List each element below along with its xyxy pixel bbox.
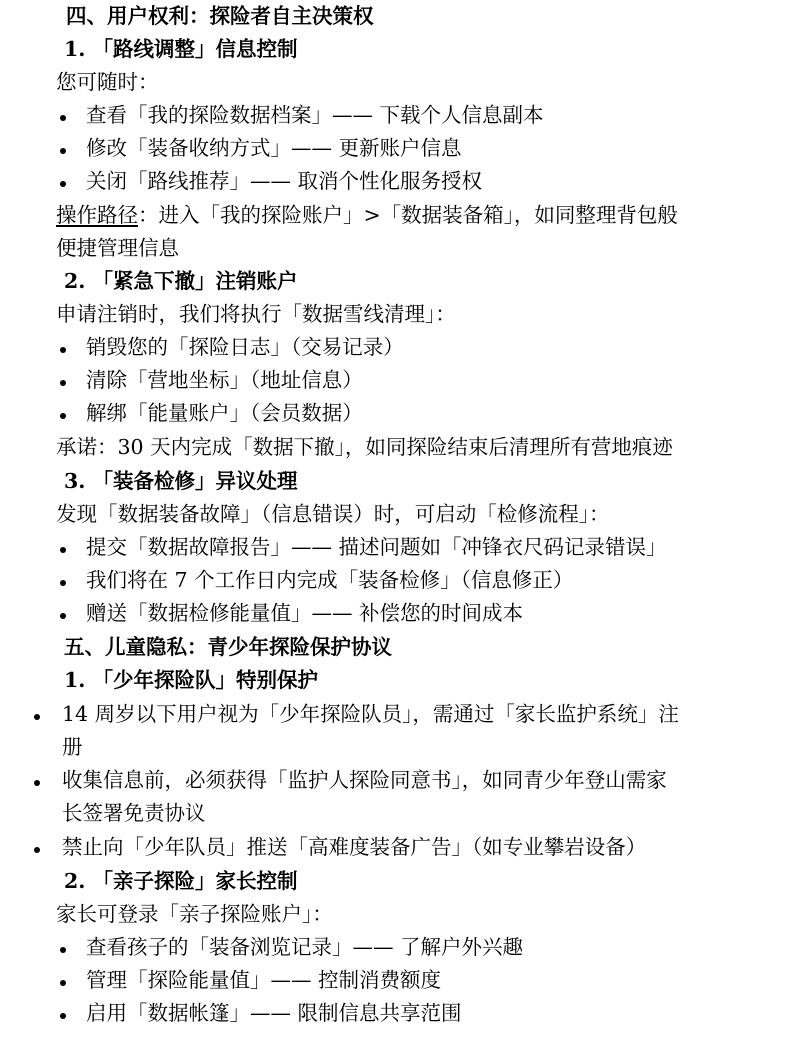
- operation-path: [56, 199, 678, 232]
- section-4-heading: 四、用户权利：探险者自主决策权: [66, 4, 374, 28]
- list-item: 查看孩子的「装备浏览记录」—— 了解户外兴趣: [86, 935, 524, 959]
- bullet-icon: [34, 847, 40, 853]
- bullet-icon: [60, 547, 66, 553]
- list-item: 赠送「数据检修能量值」—— 补偿您的时间成本: [86, 601, 524, 625]
- bullet-icon: [60, 947, 66, 953]
- bullet-icon: [60, 115, 66, 121]
- bullet-icon: [60, 413, 66, 419]
- subsection-4-1-heading: 1. 「路线调整」信息控制: [64, 37, 298, 61]
- bullet-icon: [60, 148, 66, 154]
- bullet-icon: [60, 980, 66, 986]
- list-item: 解绑「能量账户」（会员数据）: [86, 401, 363, 425]
- bullet-icon: [60, 380, 66, 386]
- list-item-continued: 册: [62, 735, 83, 759]
- subsection-4-2-heading: 2. 「紧急下撤」注销账户: [64, 269, 298, 293]
- subsection-4-3-intro: 发现「数据装备故障」（信息错误）时，可启动「检修流程」：: [56, 502, 610, 526]
- list-item: 清除「营地坐标」（地址信息）: [86, 368, 363, 392]
- subsection-5-1-heading: 1. 「少年探险队」特别保护: [64, 668, 319, 692]
- bullet-icon: [60, 580, 66, 586]
- subsection-4-2-intro: 申请注销时，我们将执行「数据雪线清理」：: [56, 302, 456, 326]
- list-item: 收集信息前，必须获得「监护人探险同意书」，如同青少年登山需家: [62, 768, 667, 792]
- list-item-continued: 长签署免责协议: [62, 801, 206, 825]
- list-item: 关闭「路线推荐」—— 取消个性化服务授权: [86, 169, 483, 193]
- list-item: 提交「数据故障报告」—— 描述问题如「冲锋衣尺码记录错误」: [86, 535, 667, 559]
- subsection-5-2-heading: 2. 「亲子探险」家长控制: [64, 869, 298, 893]
- list-item: 启用「数据帐篷」—— 限制信息共享范围: [86, 1001, 462, 1025]
- operation-path-continued: 便捷管理信息: [56, 236, 179, 260]
- section-5-heading: 五、儿童隐私：青少年探险保护协议: [64, 635, 392, 659]
- operation-path-text: ：进入「我的探险账户」>「数据装备箱」，如同整理背包般: [138, 203, 678, 227]
- bullet-icon: [60, 1013, 66, 1019]
- subsection-4-1-intro: 您可随时：: [56, 70, 159, 94]
- list-item: 我们将在 7 个工作日内完成「装备检修」（信息修正）: [86, 568, 574, 592]
- list-item: 查看「我的探险数据档案」—— 下载个人信息副本: [86, 103, 544, 127]
- subsection-4-2-promise: 承诺：30 天内完成「数据下撤」，如同探险结束后清理所有营地痕迹: [56, 435, 673, 459]
- list-item: 管理「探险能量值」—— 控制消费额度: [86, 968, 442, 992]
- bullet-icon: [60, 613, 66, 619]
- bullet-icon: [60, 181, 66, 187]
- bullet-icon: [34, 780, 40, 786]
- list-item: 修改「装备收纳方式」—— 更新账户信息: [86, 136, 462, 160]
- operation-path-label: 操作路径: [56, 203, 138, 227]
- list-item: 14 周岁以下用户视为「少年探险队员」，需通过「家长监护系统」注: [62, 702, 679, 726]
- subsection-4-3-heading: 3. 「装备检修」异议处理: [64, 469, 298, 493]
- list-item: 销毁您的「探险日志」（交易记录）: [86, 335, 404, 359]
- bullet-icon: [34, 714, 40, 720]
- subsection-5-2-intro: 家长可登录「亲子探险账户」：: [56, 902, 333, 926]
- bullet-icon: [60, 347, 66, 353]
- list-item: 禁止向「少年队员」推送「高难度装备广告」（如专业攀岩设备）: [62, 835, 647, 859]
